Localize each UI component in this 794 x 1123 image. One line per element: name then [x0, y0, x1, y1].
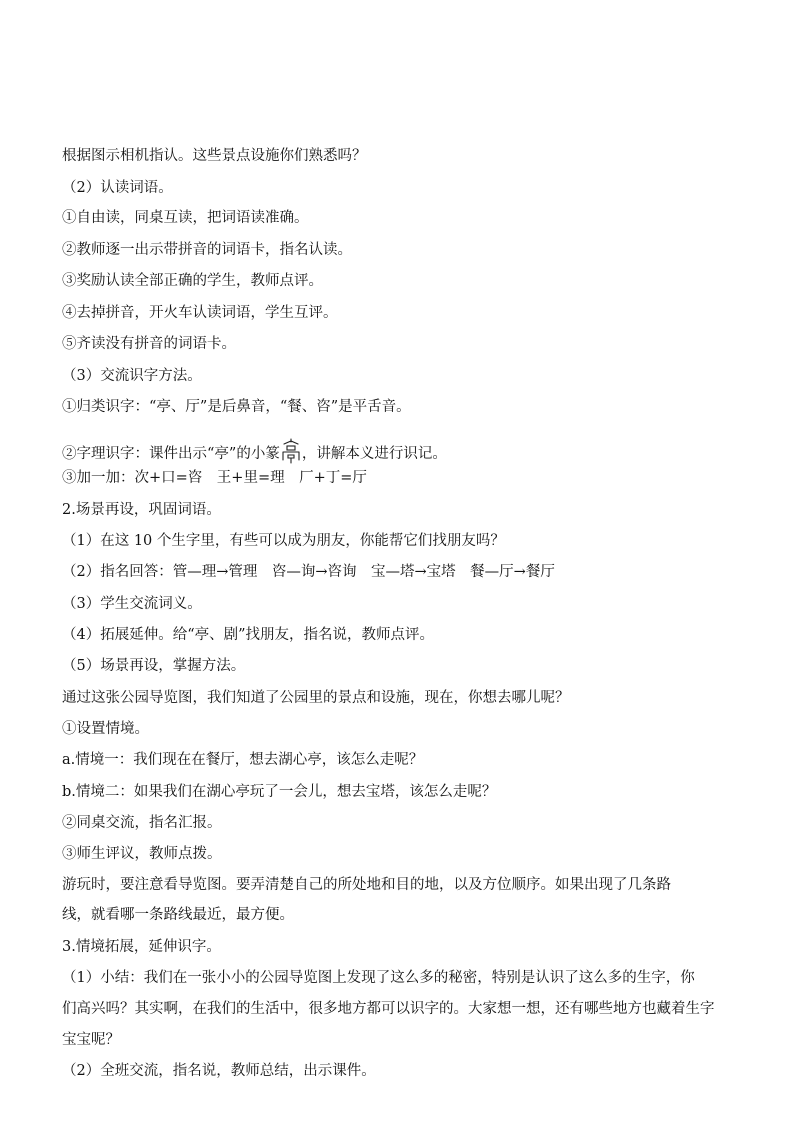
- paragraph-line: 们高兴吗？其实啊，在我们的生活中，很多地方都可以识字的。大家想一想，还有哪些地方也藏着生字: [62, 1001, 715, 1017]
- seal-script-character-image: [281, 438, 301, 464]
- paragraph-line-with-seal: [62, 438, 447, 464]
- paragraph-line: ③加一加：次+口=咨 王+里=理 厂+丁=厅: [62, 470, 367, 486]
- paragraph-line: （3）交流识字方法。: [62, 368, 202, 384]
- paragraph-line: （1）小结：我们在一张小小的公园导览图上发现了这么多的秘密，特别是认识了这么多的生字，你: [62, 970, 695, 986]
- paragraph-line: 游玩时，要注意看导览图。要弄清楚自己的所处地和目的地，以及方位顺序。如果出现了几条路: [62, 877, 671, 893]
- paragraph-line: ②同桌交流，指名汇报。: [62, 815, 222, 831]
- line-text-before-seal: ②字理识字：课件出示“亭”的小篆: [62, 446, 280, 462]
- paragraph-line: ④去掉拼音，开火车认读词语，学生互评。: [62, 305, 338, 321]
- paragraph-line: 2.场景再设，巩固词语。: [62, 502, 221, 518]
- paragraph-line: 通过这张公园导览图，我们知道了公园里的景点和设施，现在，你想去哪儿呢？: [62, 690, 570, 706]
- paragraph-line: （2）指名回答：管—理→管理 咨—询→咨询 宝—塔→宝塔 餐—厅→餐厅: [62, 564, 555, 580]
- paragraph-line: （5）场景再设，掌握方法。: [62, 658, 246, 674]
- paragraph-line: 宝宝呢？: [62, 1032, 120, 1048]
- paragraph-line: （2）全班交流，指名说，教师总结，出示课件。: [62, 1063, 376, 1079]
- paragraph-line: ②教师逐一出示带拼音的词语卡，指名认读。: [62, 242, 352, 258]
- paragraph-line: （1）在这 10 个生字里，有些可以成为朋友，你能帮它们找朋友吗？: [62, 533, 505, 549]
- paragraph-line: （2）认读词语。: [62, 180, 173, 196]
- paragraph-line: ③奖励认读全部正确的学生，教师点评。: [62, 273, 323, 289]
- paragraph-line: b.情境二：如果我们在湖心亭玩了一会儿，想去宝塔，该怎么走呢？: [62, 784, 497, 800]
- paragraph-line: （3）学生交流词义。: [62, 596, 202, 612]
- paragraph-line: a.情境一：我们现在在餐厅，想去湖心亭，该怎么走呢？: [62, 752, 424, 768]
- paragraph-line: 3.情境拓展，延伸识字。: [62, 939, 221, 955]
- paragraph-line: （4）拓展延伸。给“亭、剧”找朋友，指名说，教师点评。: [62, 627, 435, 643]
- paragraph-line: ①归类识字：“亭、厅”是后鼻音，“餐、咨”是平舌音。: [62, 399, 411, 415]
- paragraph-line: 根据图示相机指认。这些景点设施你们熟悉吗？: [62, 148, 367, 164]
- paragraph-line: ①设置情境。: [62, 721, 149, 737]
- line-text-after-seal: ，讲解本义进行识记。: [301, 446, 447, 462]
- paragraph-line: 线，就看哪一条路线最近，最方便。: [62, 907, 294, 923]
- paragraph-line: ⑤齐读没有拼音的词语卡。: [62, 336, 236, 352]
- paragraph-line: ③师生评议，教师点拨。: [62, 846, 222, 862]
- paragraph-line: ①自由读，同桌互读，把词语读准确。: [62, 210, 309, 226]
